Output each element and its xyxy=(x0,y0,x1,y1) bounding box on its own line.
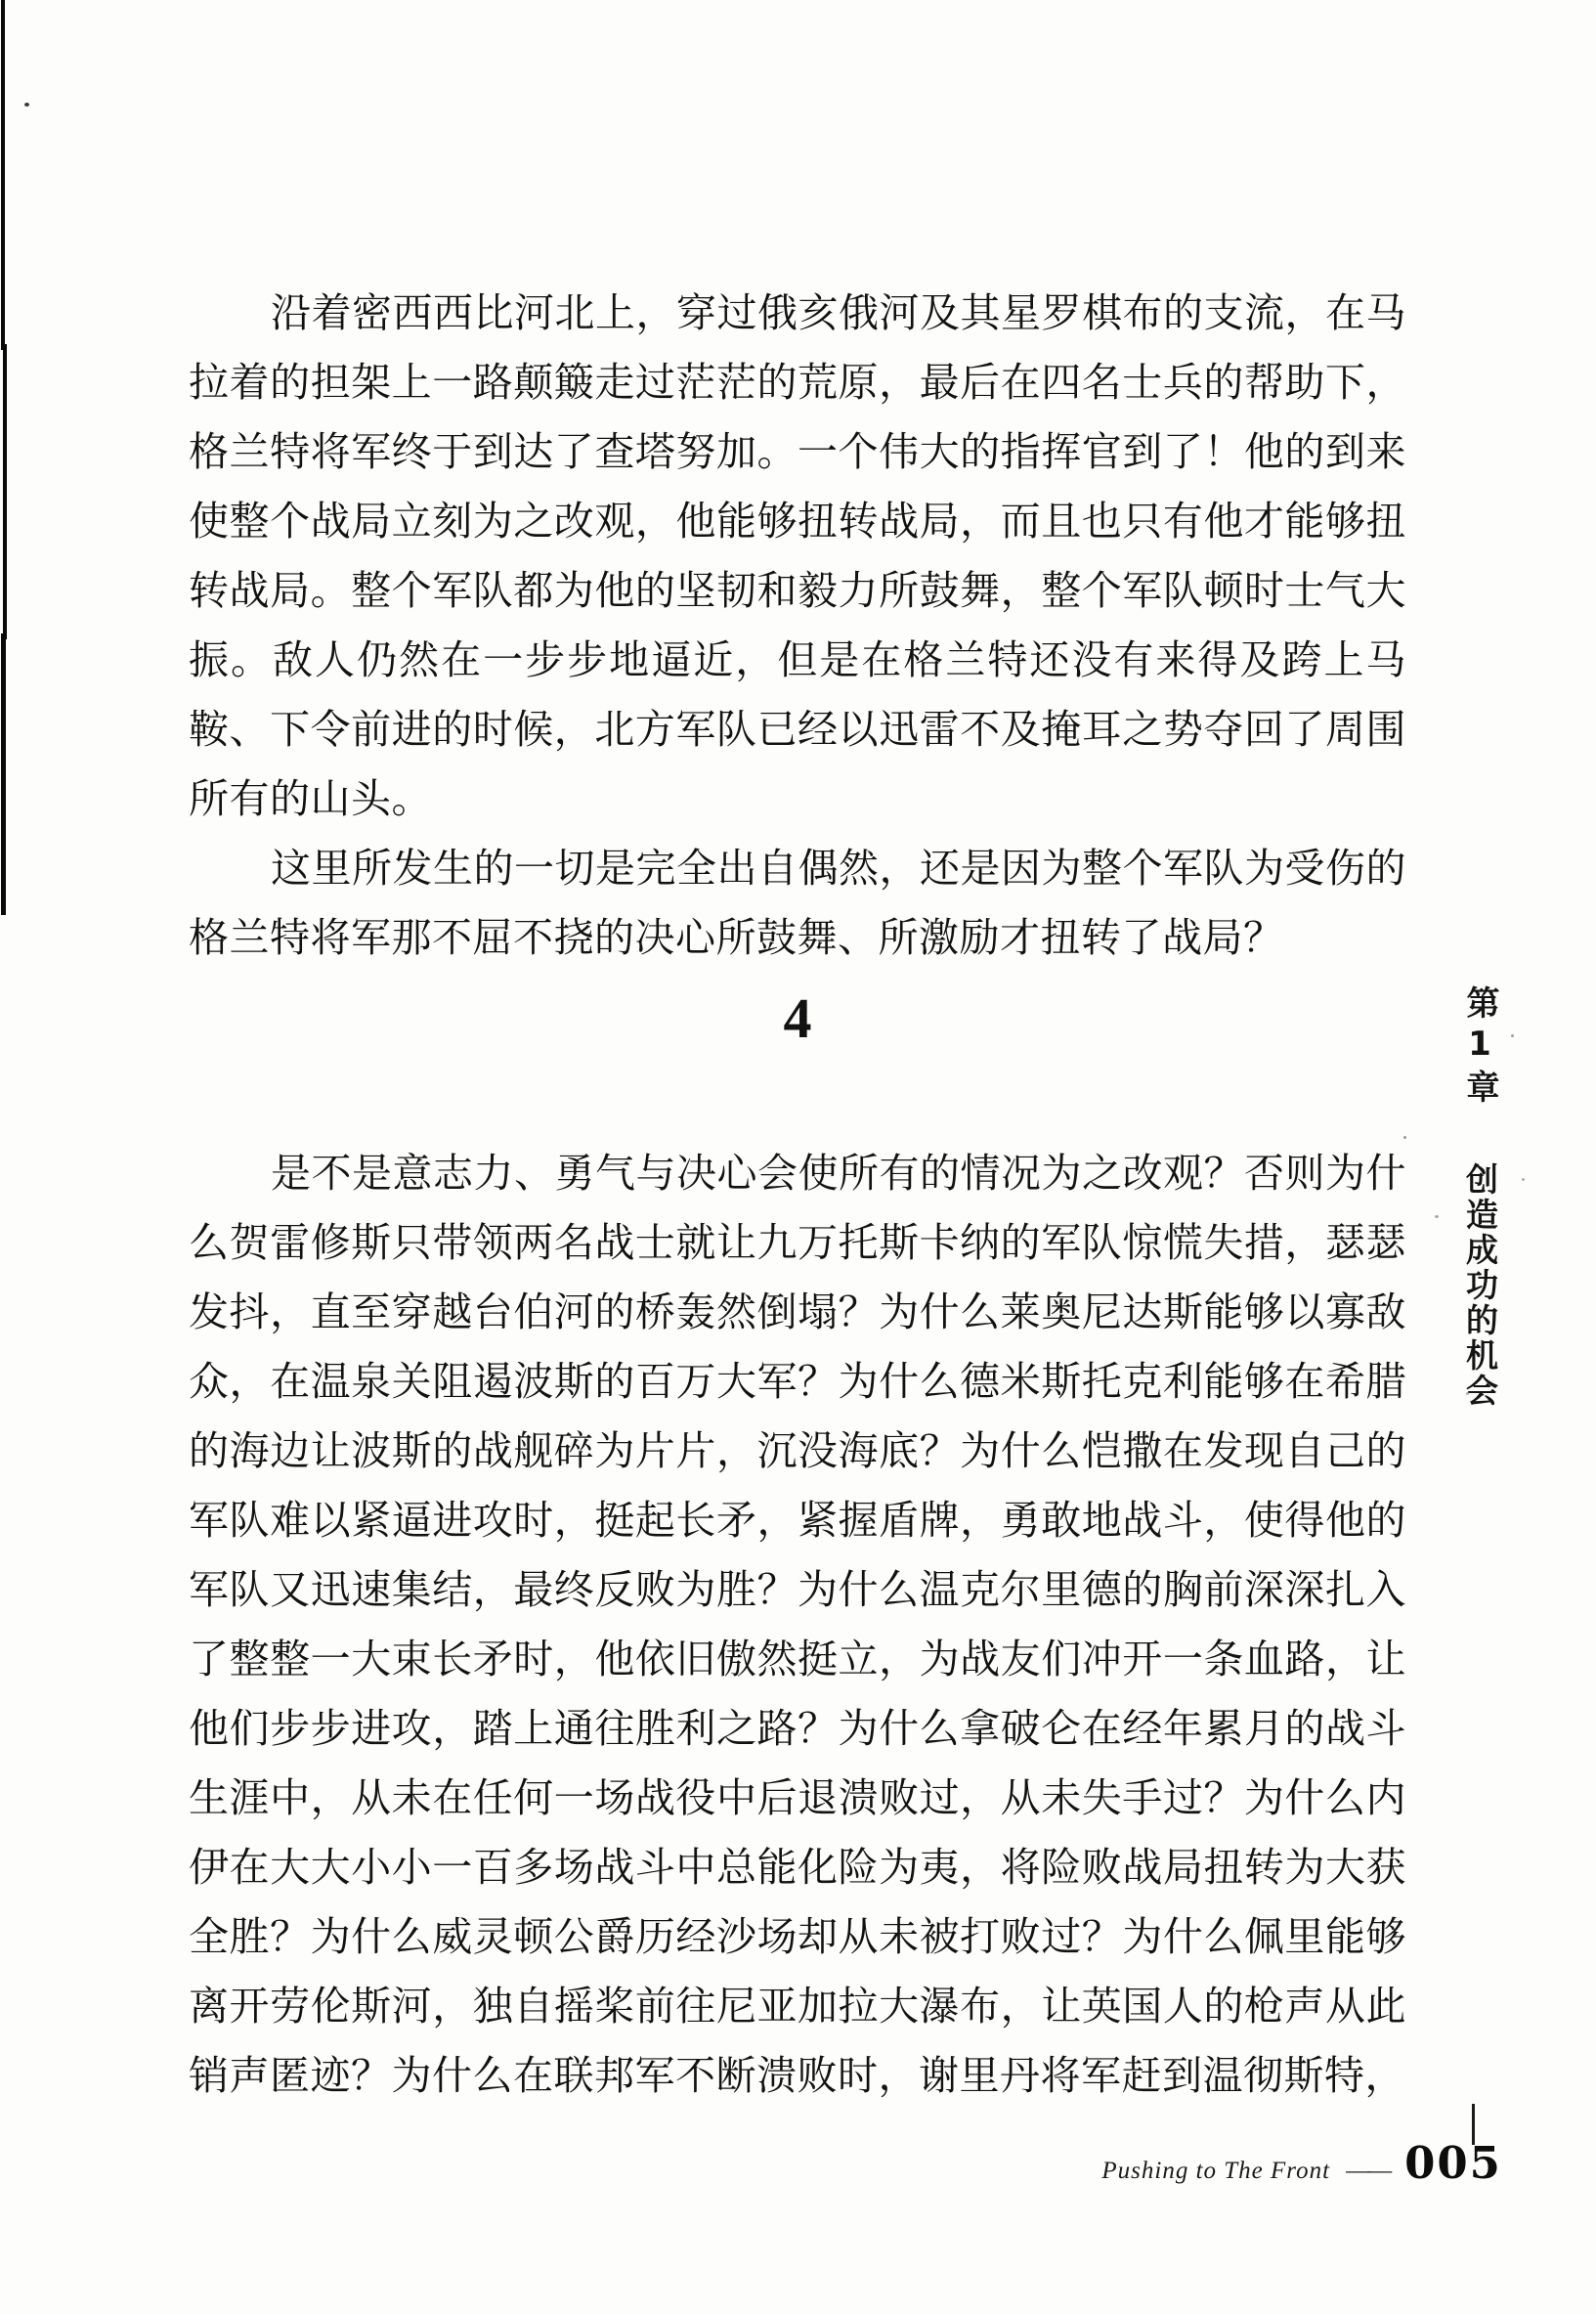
text-line: 么贺雷修斯只带领两名战士就让九万托斯卡纳的军队惊慌失措，瑟瑟 xyxy=(189,1220,1406,1265)
page-footer xyxy=(1101,2137,1502,2189)
scan-speck xyxy=(1522,1178,1525,1181)
scan-edge-line xyxy=(3,344,7,639)
text-line: 他们步步进攻，踏上通往胜利之路？为什么拿破仑在经年累月的战斗 xyxy=(189,1706,1406,1751)
paragraph-3 xyxy=(189,1139,1406,2111)
text-line: 格兰特将军那不屈不挠的决心所鼓舞、所激励才扭转了战局？ xyxy=(189,915,1284,960)
page-number: 005 xyxy=(1404,2137,1502,2189)
scan-edge-line xyxy=(1,0,5,350)
text-line: 发抖，直至穿越台伯河的桥轰然倒塌？为什么莱奥尼达斯能够以寡敌 xyxy=(189,1289,1406,1334)
chapter-title: 创造成功的机会 xyxy=(1461,1162,1499,1409)
text-line: 离开劳伦斯河，独自摇桨前往尼亚加拉大瀑布，让英国人的枪声从此 xyxy=(189,1984,1406,2029)
text-line: 的海边让波斯的战舰碎为片片，沉没海底？为什么恺撒在发现自己的 xyxy=(189,1428,1406,1473)
scan-speck xyxy=(24,103,29,107)
footer-dash-separator: —— xyxy=(1346,2158,1390,2184)
book-title: Pushing to The Front xyxy=(1101,2158,1331,2184)
text-line: 鞍、下令前进的时候，北方军队已经以迅雷不及掩耳之势夺回了周围 xyxy=(189,707,1406,752)
text-line: 军队难以紧逼进攻时，挺起长矛，紧握盾牌，勇敢地战斗，使得他的 xyxy=(189,1498,1406,1543)
text-line: 使整个战局立刻为之改观，他能够扭转战局，而且也只有他才能够扭 xyxy=(189,499,1406,544)
text-line: 伊在大大小小一百多场战斗中总能化险为夷，将险败战局扭转为大获 xyxy=(189,1845,1406,1890)
paragraph-1 xyxy=(189,279,1406,834)
section-number-heading: 4 xyxy=(783,986,812,1050)
chapter-number-label: 第1章 xyxy=(1460,985,1499,1109)
text-line: 拉着的担架上一路颠簸走过茫茫的荒原，最后在四名士兵的帮助下， xyxy=(189,360,1406,405)
text-line: 销声匿迹？为什么在联邦军不断溃败时，谢里丹将军赶到温彻斯特， xyxy=(189,2053,1405,2098)
scan-speck xyxy=(1511,1034,1514,1037)
text-line: 全胜？为什么威灵顿公爵历经沙场却从未被打败过？为什么佩里能够 xyxy=(189,1914,1406,1959)
chapter-sidebar xyxy=(1456,985,1504,1409)
text-line: 这里所发生的一切是完全出自偶然，还是因为整个军队为受伤的 xyxy=(271,846,1406,891)
paragraph-2 xyxy=(189,834,1406,973)
text-line: 振。敌人仍然在一步步地逼近，但是在格兰特还没有来得及跨上马 xyxy=(189,637,1406,682)
text-line: 沿着密西西比河北上，穿过俄亥俄河及其星罗棋布的支流，在马 xyxy=(271,290,1406,335)
text-line: 是不是意志力、勇气与决心会使所有的情况为之改观？否则为什 xyxy=(271,1151,1406,1196)
scan-edge-line xyxy=(1,633,6,915)
text-line: 所有的山头。 xyxy=(189,776,432,821)
text-line: 转战局。整个军队都为他的坚韧和毅力所鼓舞，整个军队顿时士气大 xyxy=(189,568,1406,613)
text-line: 了整整一大束长矛时，他依旧傲然挺立，为战友们冲开一条血路，让 xyxy=(189,1637,1406,1681)
text-line: 生涯中，从未在任何一场战役中后退溃败过，从未失手过？为什么内 xyxy=(189,1775,1406,1820)
text-line: 军队又迅速集结，最终反败为胜？为什么温克尔里德的胸前深深扎入 xyxy=(189,1567,1406,1612)
text-line: 格兰特将军终于到达了查塔努加。一个伟大的指挥官到了！他的到来 xyxy=(189,429,1406,474)
scan-speck xyxy=(1435,1215,1439,1218)
text-line: 众，在温泉关阻遏波斯的百万大军？为什么德米斯托克利能够在希腊 xyxy=(189,1359,1406,1404)
